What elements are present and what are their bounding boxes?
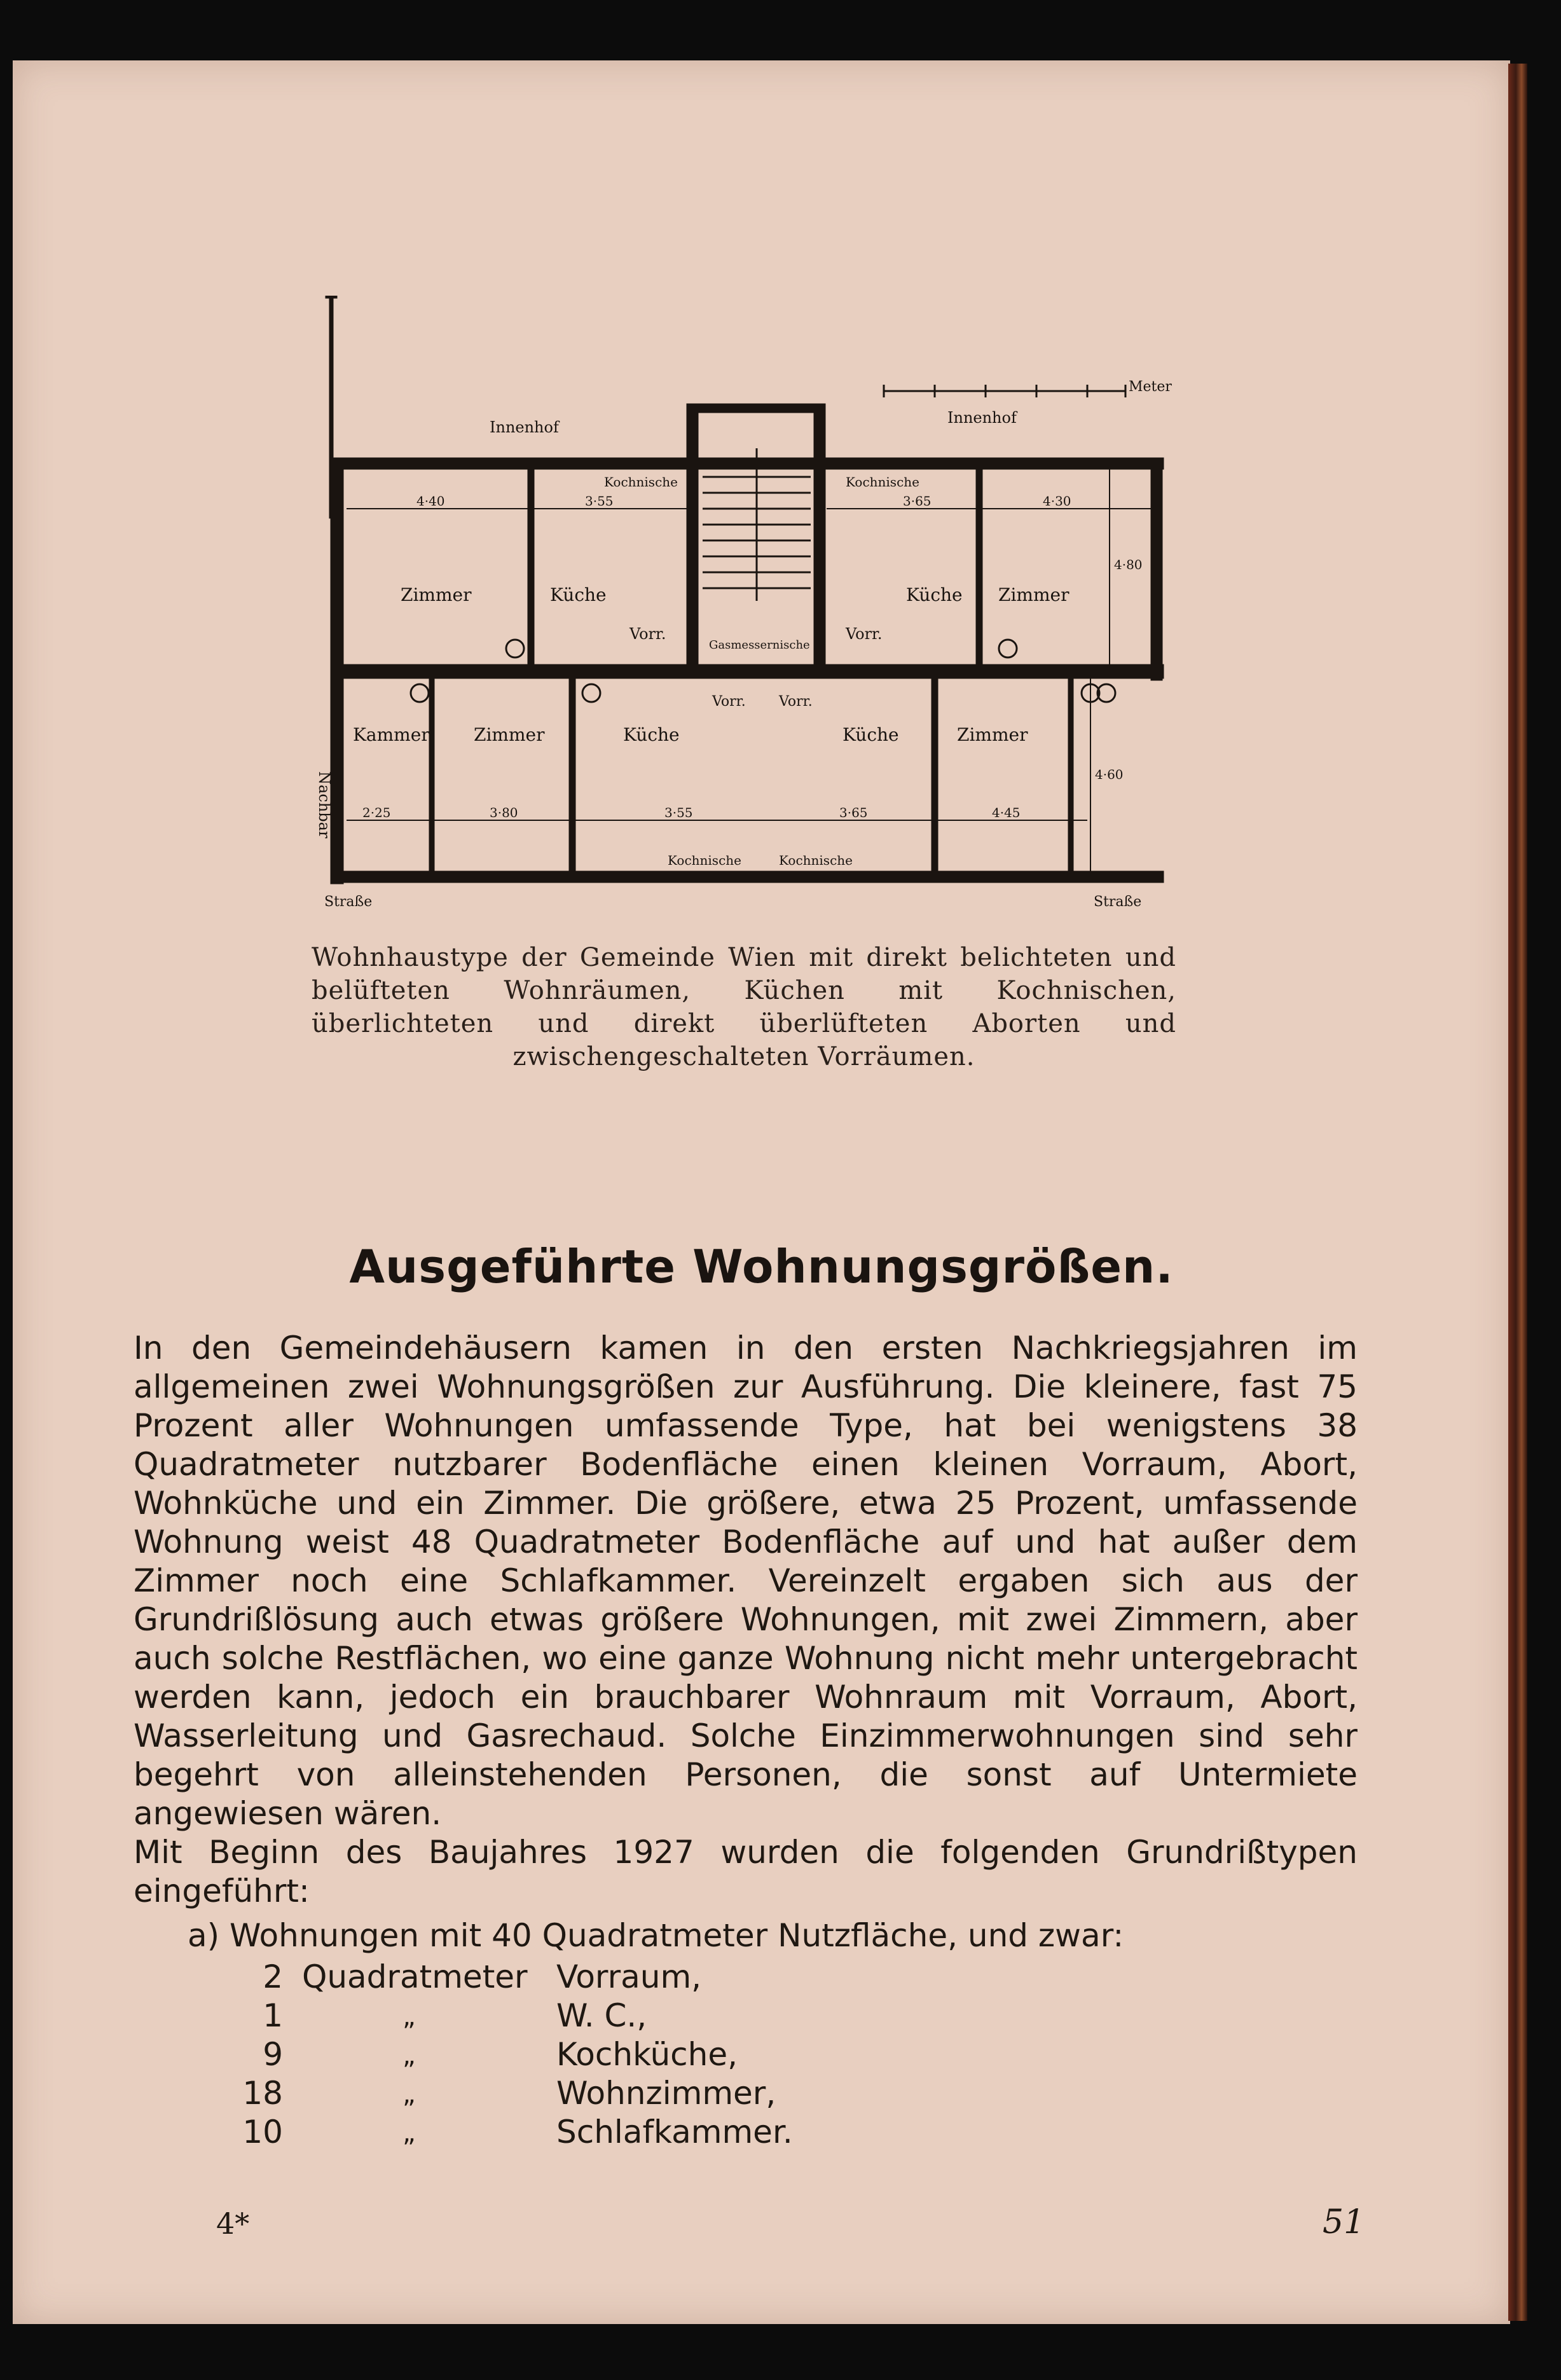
label-top-vorr-1: Vorr. (629, 625, 666, 643)
label-dim-top-2: 3·55 (585, 493, 614, 509)
label-top-room-3: Küche (906, 584, 963, 605)
area-number: 18 (242, 2075, 283, 2112)
area-item: Kochküche, (556, 2036, 738, 2073)
label-bottom-room-4: Küche (842, 724, 899, 745)
label-dim-right-bottom: 4·60 (1095, 767, 1124, 782)
label-bottom-room-1: Kammer (353, 724, 430, 745)
label-scale-unit: Meter (1129, 379, 1172, 395)
ditto-mark: „ (402, 2041, 416, 2070)
ditto-mark: „ (402, 2080, 416, 2109)
area-item: W. C., (556, 1997, 647, 2034)
label-bottom-vorr-2: Vorr. (779, 694, 813, 710)
label-dim-bottom-1: 2·25 (362, 805, 391, 820)
wall-int-4 (932, 678, 938, 871)
label-kochnische-top-1: Kochnische (604, 474, 678, 490)
area-number: 1 (263, 1997, 283, 2034)
label-top-room-1: Zimmer (401, 584, 472, 605)
label-top-room-4: Zimmer (998, 584, 1069, 605)
wall-int-1 (528, 469, 534, 664)
paragraph-1: In den Gemeindehäusern kamen in den ersten Nachkriegsjahren im allgemeinen zwei Wohnungsgrößen zur Ausführung. Die kleinere, fast 75 Prozent aller Wohnungen umfassende Type, hat bei wenigstens 38 Quadratmeter nutzbarer Bodenfläche einen kleinen Vorraum, Abort, Wohnküche und ein Zimmer. Die größere, etwa 25 Prozent, umfassende Wohnung weist 48 Quadratmeter Bodenfläche auf und hat außer dem Zimmer noch eine Schlafkammer. Vereinzelt ergaben sich aus der Grundrißlösung auch etwas größere Wohnungen, mit zwei Zimmern, aber auch solche Restflächen, wo eine ganze Wohnung nicht mehr untergebracht werden kann, jedoch ein brauchbarer Wohnraum mit Vorraum, Abort, Wasserleitung und Gasrechaud. Solche Einzimmerwohnungen sind sehr begehrt von alleinstehenden Personen, die sonst auf Untermiete angewiesen wären. (134, 1330, 1358, 1832)
ditto-mark: „ (402, 2119, 416, 2148)
ditto-mark: „ (402, 2002, 416, 2032)
wall-int-6 (1068, 678, 1073, 871)
label-bottom-room-5: Zimmer (957, 724, 1028, 745)
area-number: 10 (242, 2114, 283, 2150)
label-dim-top-3: 3·65 (903, 493, 932, 509)
wall-int-5 (429, 678, 434, 871)
label-innenhof-right: Innenhof (947, 409, 1017, 427)
area-number: 9 (263, 2036, 283, 2073)
label-dim-bottom-3: 3·55 (664, 805, 693, 820)
figure-caption: Wohnhaustype der Gemeinde Wien mit direkt belichteten und belüfteten Wohnräumen, Küchen mit Kochnischen, überlichteten und direkt überlüfteten Aborten und zwischengeschalteten Vorräumen. (312, 943, 1176, 1071)
list-item-a: a) Wohnungen mit 40 Quadratmeter Nutzfläche, und zwar: (188, 1917, 1124, 1954)
stair-wall-right (814, 404, 825, 664)
label-strasse-right: Straße (1094, 894, 1142, 910)
label-dim-right-top: 4·80 (1114, 557, 1143, 572)
area-number: 2 (263, 1958, 283, 1995)
wall-int-3 (569, 678, 575, 871)
floor-plan (312, 296, 1176, 919)
wall-bottom (331, 871, 1164, 883)
label-innenhof-left: Innenhof (490, 418, 559, 436)
area-item: Schlafkammer. (556, 2114, 793, 2150)
wall-right-top (1151, 458, 1162, 680)
label-bottom-vorr-1: Vorr. (712, 694, 746, 710)
label-bottom-room-3: Küche (623, 724, 680, 745)
floor-plan-figure (312, 296, 1176, 919)
label-bottom-room-2: Zimmer (474, 724, 545, 745)
body-text (134, 1329, 1358, 1911)
label-strasse-left: Straße (324, 894, 373, 910)
label-nachbar: Nachbar (315, 771, 333, 839)
label-kochnische-bottom-2: Kochnische (779, 853, 853, 868)
area-unit: Quadratmeter (302, 1958, 528, 1995)
paragraph-2: Mit Beginn des Baujahres 1927 wurden die folgenden Grundrißtypen eingeführt: (134, 1834, 1358, 1909)
label-kochnische-bottom-1: Kochnische (668, 853, 741, 868)
signature-mark: 4* (216, 2206, 250, 2241)
label-kochnische-top-2: Kochnische (846, 474, 919, 490)
wall-top (331, 458, 1164, 469)
label-dim-bottom-2: 3·80 (490, 805, 518, 820)
label-dim-bottom-5: 4·45 (992, 805, 1021, 820)
section-heading: Ausgeführte Wohnungsgrößen. (349, 1240, 1174, 1293)
wall-int-2 (976, 469, 982, 664)
label-dim-top-4: 4·30 (1043, 493, 1071, 509)
label-dim-top-1: 4·40 (416, 493, 445, 509)
neighbor-pole-cap (326, 296, 337, 298)
area-item: Vorraum, (556, 1958, 702, 1995)
page-number: 51 (1323, 2203, 1365, 2241)
label-top-vorr-2: Vorr. (846, 625, 883, 643)
book-page (13, 60, 1510, 2324)
wall-middle (331, 664, 1164, 678)
book-edge (1508, 64, 1527, 2321)
label-gasmesser: Gasmessernische (709, 638, 810, 652)
scale-bar (884, 385, 1125, 397)
label-dim-bottom-4: 3·65 (839, 805, 868, 820)
stair-wall-left (687, 404, 698, 664)
area-item: Wohnzimmer, (556, 2075, 776, 2112)
stair-wall-top (687, 404, 825, 413)
label-top-room-2: Küche (550, 584, 607, 605)
stair-steps (703, 448, 811, 601)
